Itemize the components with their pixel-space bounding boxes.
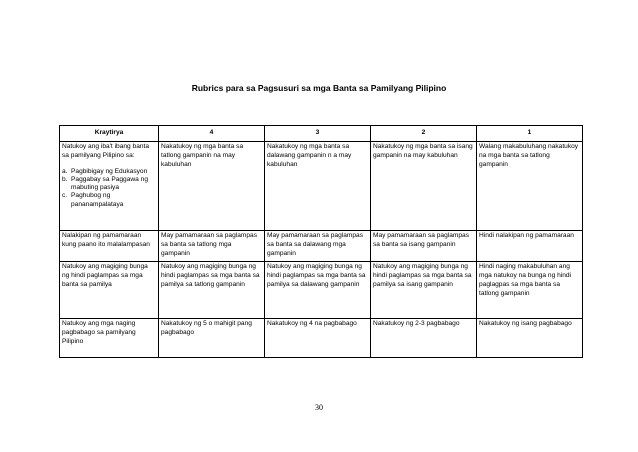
list-marker: a. xyxy=(62,167,68,175)
score-4-cell: Nakatukoy ng mga banta sa tatlong gampanin na may kabuluhan xyxy=(159,142,265,231)
list-item xyxy=(62,176,156,192)
table-row xyxy=(60,142,583,231)
list-item xyxy=(62,168,156,176)
header-row xyxy=(60,126,583,142)
list-item-text: Paghubog ng pananampalataya xyxy=(71,192,124,208)
criteria-text: Natukoy ang iba't ibang banta sa pamilyang Pilipino sa: xyxy=(62,143,150,159)
rubric-table xyxy=(59,125,583,358)
score-4-cell: Nakatukoy ng 5 o mahigit pang pagbabago xyxy=(159,319,265,358)
table-row xyxy=(60,262,583,319)
document-title: Rubrics para sa Pagsusuri sa mga Banta sa Pamilyang Pilipino xyxy=(191,83,447,93)
score-1-cell: Hindi naging makabuluhan ang mga natukoy na bunga ng hindi paglagpas sa mga banta sa tatlong gampanin xyxy=(477,262,583,319)
score-2-cell: Natukoy ang magiging bunga ng hindi paglampas sa mga banta sa pamilya sa isang gampanin xyxy=(371,262,477,319)
criteria-subitems xyxy=(62,168,156,209)
criteria-cell: Natukoy ang magiging bunga ng hindi paglampas sa mga banta sa pamilya xyxy=(60,262,159,319)
score-2-cell: Nakatukoy ng 2-3 pagbabago xyxy=(371,319,477,358)
header-criteria: Kraytirya xyxy=(60,126,159,142)
criteria-cell: Nalakipan ng pamamaraan kung paano ito malalampasan xyxy=(60,231,159,262)
score-4-cell: May pamamaraan sa paglampas sa banta sa tatlong mga gampanin xyxy=(159,231,265,262)
list-item-text: Pagbibigay ng Edukasyon xyxy=(71,167,148,175)
score-1-cell: Hindi nalakipan ng pamamaraan xyxy=(477,231,583,262)
score-3-cell: Nakatukoy ng 4 na pagbabago xyxy=(265,319,371,358)
header-score-1: 1 xyxy=(477,126,583,142)
table-row xyxy=(60,319,583,358)
list-marker: b. xyxy=(62,176,68,184)
header-score-2: 2 xyxy=(371,126,477,142)
score-2-cell: Nakatukoy ng mga banta sa isang gampanin na may kabuluhan xyxy=(371,142,477,231)
score-1-cell: Walang makabuluhang nakatukoy na mga banta sa tatlong gampanin xyxy=(477,142,583,231)
list-item-text: Paggabay sa Paggawa ng mabuting pasiya xyxy=(71,176,148,192)
header-score-4: 4 xyxy=(159,126,265,142)
score-3-cell: Natukoy ang magiging bunga ng hindi paglampas sa mga banta sa pamilya sa dalawang gampanin xyxy=(265,262,371,319)
criteria-cell: Natukoy ang mga naging pagbabago sa pamilyang Pilipino xyxy=(60,319,159,358)
score-3-cell: Nakatukoy ng mga banta sa dalawang gampanin n a may kabuluhan xyxy=(265,142,371,231)
score-2-cell: May pamamaraan sa paglampas sa banta sa isang gampanin xyxy=(371,231,477,262)
list-item xyxy=(62,192,156,208)
criteria-cell xyxy=(60,142,159,231)
score-1-cell: Nakatukoy ng isang pagbabago xyxy=(477,319,583,358)
score-4-cell: Natukoy ang magiging bunga ng hindi paglampas sa mga banta sa pamilya sa tatlong gampanin xyxy=(159,262,265,319)
list-marker: c. xyxy=(62,192,68,200)
page-number: 30 xyxy=(315,403,323,412)
table-row xyxy=(60,231,583,262)
header-score-3: 3 xyxy=(265,126,371,142)
score-3-cell: May pamamaraan sa paglampas sa banta sa dalawang mga gampanin xyxy=(265,231,371,262)
